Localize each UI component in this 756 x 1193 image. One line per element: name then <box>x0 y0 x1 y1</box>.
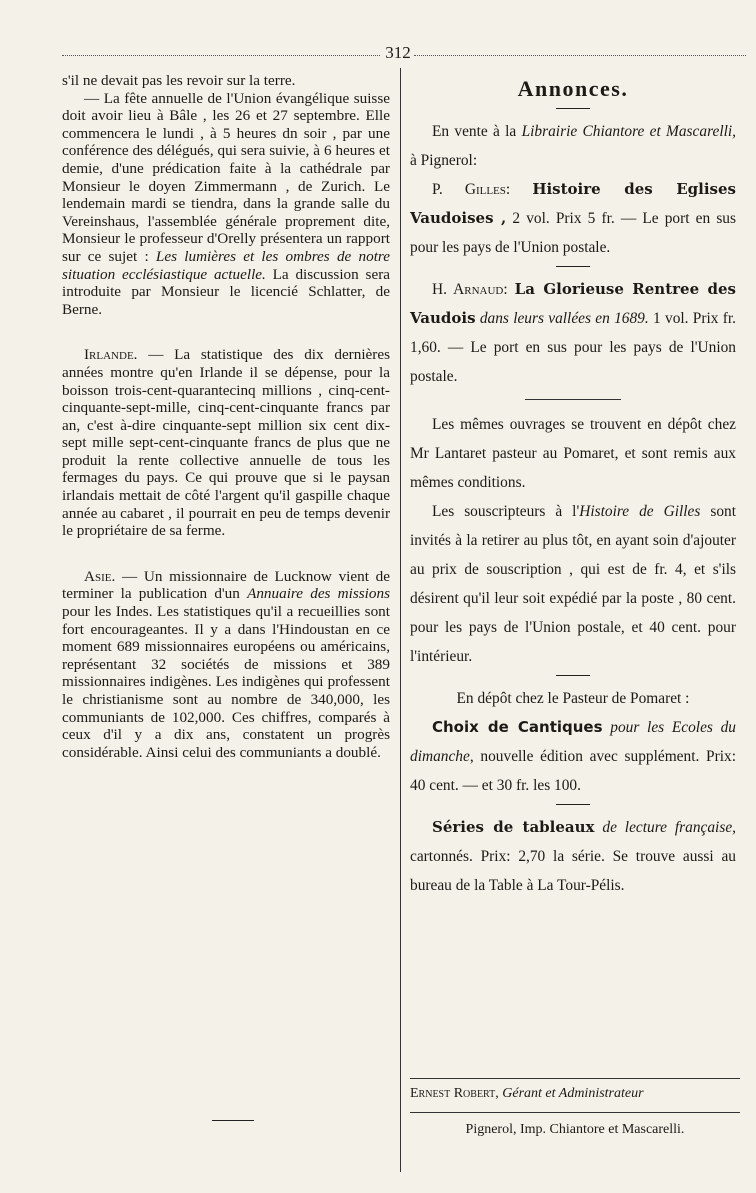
librairie-paragraph <box>410 117 736 175</box>
librairie-text: En vente à la <box>432 123 517 140</box>
union-evangelique-paragraph <box>62 90 390 319</box>
left-column <box>62 72 390 761</box>
irlande-paragraph <box>62 346 390 540</box>
asie-heading: Asie. <box>84 567 116 585</box>
irlande-text: — La statistique des dix dernières années montre qu'en Irlande il se dépense, pour la boisson trois-cent-quarantecinq millions , cinq-cent-cinquante-sept-mille, cinq-cent-cinquante francs par an, c'est à-dire cinquante-sept million six cent dix-sept mille sept-cent-cinquante francs de plus que ne produit la rente collective annuelle de tous les fermages du pays. Ce qui prouve que si le paysan irlandais mettait de côté l'argent qu'il gaspille chaque année au cabaret , il pourrait en peu de temps devenir le propriétaire de sa ferme. <box>62 346 391 540</box>
header-rule-left <box>62 55 380 56</box>
page-header <box>62 40 746 66</box>
gilles-ad <box>410 175 736 262</box>
arnaud-author: H. Arnaud: <box>432 281 508 298</box>
tableaux-subtitle: de lecture française, <box>602 819 736 836</box>
section-rule <box>525 399 621 400</box>
tableaux-title: Séries de tableaux <box>432 818 595 836</box>
title-dash <box>556 108 590 109</box>
cantiques-subtitle: pour les Ecoles du dimanche <box>410 719 736 765</box>
cantiques-ad <box>410 713 736 800</box>
annonces-title: Annonces. <box>517 76 629 101</box>
souscripteurs-title: Histoire de Gilles <box>579 503 701 520</box>
gilles-price: 2 vol. Prix 5 fr. — Le port en sus pour les pays de l'Union postale. <box>410 210 736 256</box>
union-text-end: La discussion sera introduite par Monsieur le licencié Schlatter, de Berne. <box>62 265 391 318</box>
irlande-heading: Irlande. <box>84 346 138 364</box>
ad-separator-dash-2 <box>556 675 590 676</box>
ad-separator-dash <box>556 266 590 267</box>
souscripteurs-text: Les souscripteurs à l' <box>432 503 580 520</box>
asie-text-1: — Un missionnaire de Lucknow vient de terminer la publication d'un <box>62 567 391 603</box>
librairie-place: à Pignerol: <box>410 152 478 169</box>
souscripteurs-text-end: sont invités à la retirer au plus tôt, en ayant soin d'ajouter au prix de souscription , qui est de fr. 4, et s'ils désirent qu'il leur soit expédié par la poste , 80 cent. pour les pays de l'Union postale, et 40 cent. pour l'intérieur. <box>410 503 736 665</box>
column-divider <box>400 68 401 1172</box>
continuation-paragraph: s'il ne devait pas les revoir sur la terre. <box>62 72 296 89</box>
header-rule-right <box>414 55 746 56</box>
imprimeur-line: Pignerol, Imp. Chiantore et Mascarelli. <box>410 1112 740 1141</box>
librairie-name: Librairie Chiantore et Mascarelli, <box>521 123 736 140</box>
ad-separator-dash-3 <box>556 804 590 805</box>
gerant-role: Gérant et Administrateur <box>502 1086 644 1101</box>
union-italic-subject: Les lumières et les ombres de notre situation ecclésiastique actuelle. <box>62 247 391 283</box>
arnaud-ad <box>410 275 736 391</box>
depot-paragraph: Les mêmes ouvrages se trouvent en dépôt chez Mr Lantaret pasteur au Pomaret, et sont remis aux mêmes conditions. <box>410 416 736 491</box>
article-end-dash <box>212 1120 254 1121</box>
union-text: — La fête annuelle de l'Union évangélique suisse doit avoir lieu à Bâle , les 26 et 27 septembre. Elle commencera le lundi , à 5 heures dn soir , par une conférence des délégués, qui sera suivie, à 6 heures et demie, d'une prédication faite à la cathédrale par Monsieur le doyen Zimmermann , de Zurich. Le lendemain mardi se tiendra, dans la grande salle du Vereinshaus, l'assemblée générale proprement dite, Monsieur le professeur d'Orelly présentera un rapport sur ce sujet : <box>62 89 390 265</box>
asie-paragraph <box>62 568 390 762</box>
arnaud-subtitle: dans leurs vallées en 1689. <box>479 310 649 327</box>
gilles-author: P. Gilles: <box>432 181 511 198</box>
arnaud-title: La Glorieuse Rentree des Vaudois <box>410 280 736 327</box>
gerant-name: Ernest Robert, <box>410 1086 499 1101</box>
tableaux-text: cartonnés. Prix: 2,70 la série. Se trouve aussi au bureau de la Table à La Tour-Pélis. <box>410 848 736 894</box>
arnaud-price: 1 vol. Prix fr. 1,60. — Le port en sus pour les pays de l'Union postale. <box>410 310 736 385</box>
pasteur-depot-line: En dépôt chez le Pasteur de Pomaret : <box>456 690 690 707</box>
asie-text-2: pour les Indes. Les statistiques qu'il a recueillies sont fort encourageantes. Il y a dans l'Hindoustan en ce moment 689 missionnaires européens ou américains, représentant 32 sociétés de missions et 389 missionnaires indigènes. Les indigènes qui professent le christianisme sont au nombre de 340,000, les communiants de 102,000. Ces chiffres, comparés à ceux d'il y a dix ans, constatent un progrès considérable. Ainsi celui des communiants a doublé. <box>62 603 390 761</box>
cantiques-title: Choix de Cantiques <box>432 718 603 736</box>
souscripteurs-paragraph <box>410 497 736 671</box>
gilles-title: Histoire des Eglises Vaudoises , <box>410 180 736 227</box>
asie-italic-title: Annuaire des missions <box>247 585 390 603</box>
cantiques-text: , nouvelle édition avec supplément. Prix: 40 cent. — et 30 fr. les 100. <box>410 748 736 794</box>
right-column <box>410 70 736 900</box>
gerant-line <box>410 1078 740 1105</box>
tableaux-ad <box>410 813 736 900</box>
page-number: 312 <box>385 43 411 62</box>
